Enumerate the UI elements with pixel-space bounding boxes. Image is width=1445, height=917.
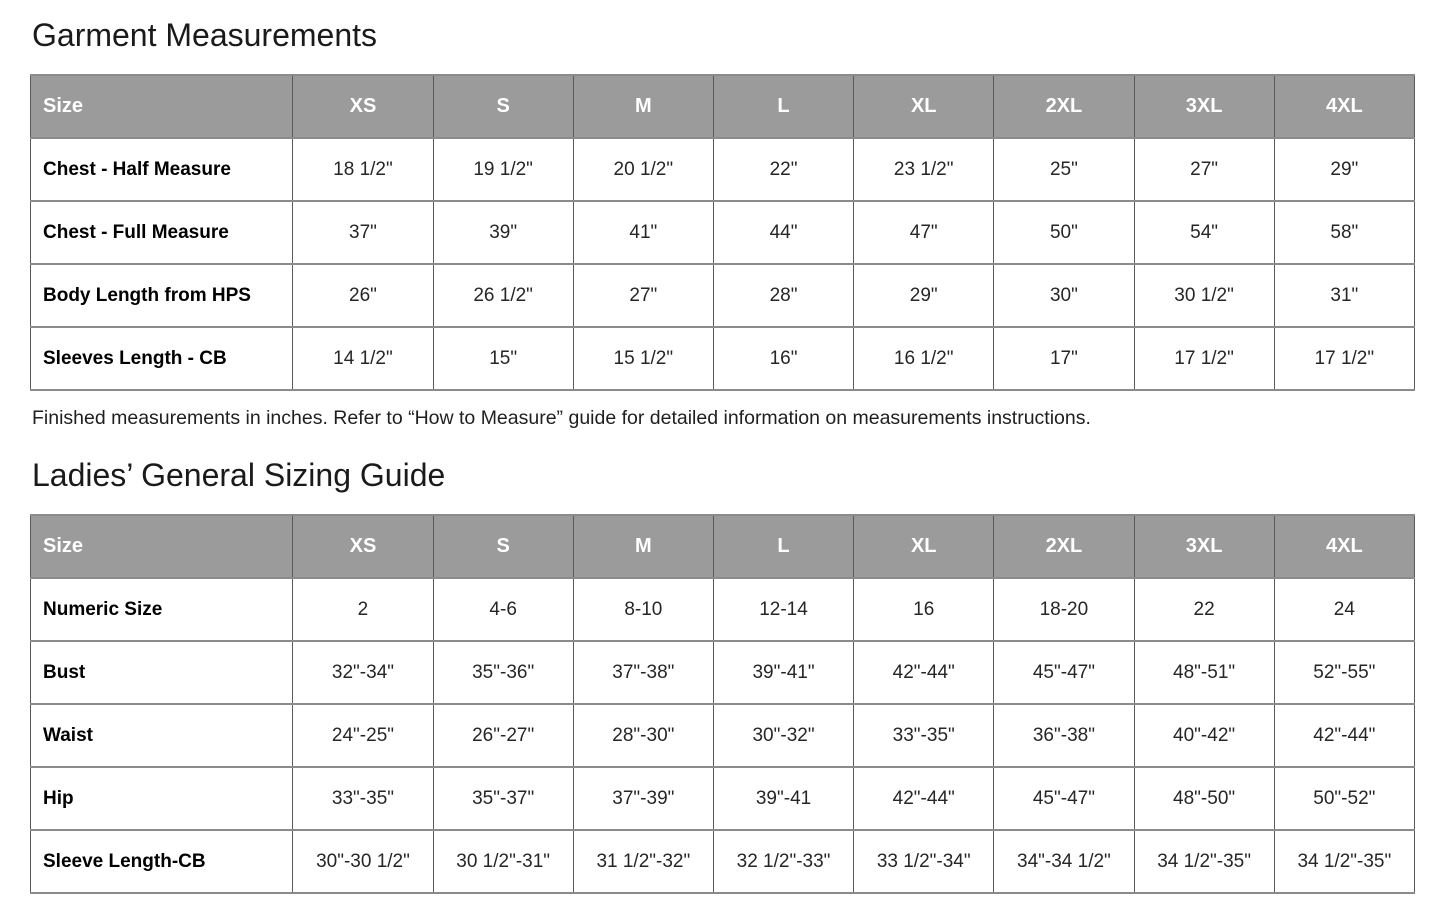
row-label: Hip: [31, 767, 293, 830]
table-row: [31, 578, 1415, 641]
column-header-l: L: [713, 75, 853, 138]
table-cell: 58": [1274, 201, 1414, 264]
garment-table-header: [31, 75, 1415, 138]
table-cell: 32 1/2"-33": [713, 830, 853, 893]
column-header-3xl: 3XL: [1134, 75, 1274, 138]
column-header-xs: XS: [293, 515, 433, 578]
table-cell: 42"-44": [854, 767, 994, 830]
table-cell: 30 1/2": [1134, 264, 1274, 327]
table-cell: 2: [293, 578, 433, 641]
table-cell: 20 1/2": [573, 138, 713, 201]
table-cell: 39"-41": [713, 641, 853, 704]
garment-measurements-title: Garment Measurements: [32, 17, 378, 53]
table-cell: 34 1/2"-35": [1274, 830, 1414, 893]
table-cell: 47": [854, 201, 994, 264]
table-cell: 12-14: [713, 578, 853, 641]
row-label: Sleeves Length - CB: [31, 327, 293, 390]
table-cell: 22": [713, 138, 853, 201]
table-cell: 29": [1274, 138, 1414, 201]
row-label: Numeric Size: [31, 578, 293, 641]
table-cell: 27": [573, 264, 713, 327]
table-cell: 45"-47": [994, 767, 1134, 830]
column-header-2xl: 2XL: [994, 75, 1134, 138]
ladies-table-body: [31, 578, 1415, 893]
table-cell: 44": [713, 201, 853, 264]
table-cell: 8-10: [573, 578, 713, 641]
column-header-s: S: [433, 75, 573, 138]
table-cell: 33 1/2"-34": [854, 830, 994, 893]
column-header-size: Size: [31, 75, 293, 138]
ladies-table-header: [31, 515, 1415, 578]
table-cell: 33"-35": [854, 704, 994, 767]
column-header-m: M: [573, 515, 713, 578]
table-cell: 23 1/2": [854, 138, 994, 201]
table-cell: 24: [1274, 578, 1414, 641]
table-cell: 33"-35": [293, 767, 433, 830]
table-cell: 16": [713, 327, 853, 390]
table-cell: 17": [994, 327, 1134, 390]
table-cell: 34"-34 1/2": [994, 830, 1134, 893]
row-label: Body Length from HPS: [31, 264, 293, 327]
table-cell: 26"-27": [433, 704, 573, 767]
table-cell: 35"-36": [433, 641, 573, 704]
row-label: Bust: [31, 641, 293, 704]
table-cell: 50": [994, 201, 1134, 264]
ladies-sizing-guide-title: Ladies’ General Sizing Guide: [32, 457, 446, 493]
table-cell: 15": [433, 327, 573, 390]
table-cell: 30 1/2"-31": [433, 830, 573, 893]
table-cell: 36"-38": [994, 704, 1134, 767]
table-cell: 42"-44": [854, 641, 994, 704]
column-header-size: Size: [31, 515, 293, 578]
column-header-l: L: [713, 515, 853, 578]
column-header-xs: XS: [293, 75, 433, 138]
table-cell: 30": [994, 264, 1134, 327]
table-cell: 32"-34": [293, 641, 433, 704]
table-cell: 16: [854, 578, 994, 641]
table-cell: 37"-39": [573, 767, 713, 830]
table-row: [31, 704, 1415, 767]
table-cell: 4-6: [433, 578, 573, 641]
table-cell: 18 1/2": [293, 138, 433, 201]
table-cell: 14 1/2": [293, 327, 433, 390]
table-cell: 16 1/2": [854, 327, 994, 390]
table-cell: 35"-37": [433, 767, 573, 830]
table-cell: 39": [433, 201, 573, 264]
table-cell: 17 1/2": [1274, 327, 1414, 390]
table-cell: 37"-38": [573, 641, 713, 704]
table-cell: 40"-42": [1134, 704, 1274, 767]
table-cell: 50"-52": [1274, 767, 1414, 830]
table-row: [31, 327, 1415, 390]
table-cell: 52"-55": [1274, 641, 1414, 704]
table-cell: 30"-32": [713, 704, 853, 767]
ladies-sizing-guide-table: [30, 514, 1415, 894]
column-header-4xl: 4XL: [1274, 75, 1414, 138]
table-cell: 22: [1134, 578, 1274, 641]
table-cell: 17 1/2": [1134, 327, 1274, 390]
column-header-s: S: [433, 515, 573, 578]
table-cell: 15 1/2": [573, 327, 713, 390]
table-cell: 29": [854, 264, 994, 327]
table-cell: 42"-44": [1274, 704, 1414, 767]
measurements-footnote: Finished measurements in inches. Refer to “How to Measure” guide for detailed information on measurements instructions.: [32, 407, 1091, 429]
table-cell: 41": [573, 201, 713, 264]
table-cell: 39"-41: [713, 767, 853, 830]
column-header-xl: XL: [854, 515, 994, 578]
table-cell: 48"-50": [1134, 767, 1274, 830]
column-header-m: M: [573, 75, 713, 138]
header-row: [31, 515, 1415, 578]
table-cell: 25": [994, 138, 1134, 201]
column-header-xl: XL: [854, 75, 994, 138]
table-row: [31, 830, 1415, 893]
table-cell: 34 1/2"-35": [1134, 830, 1274, 893]
table-cell: 18-20: [994, 578, 1134, 641]
table-cell: 31 1/2"-32": [573, 830, 713, 893]
column-header-3xl: 3XL: [1134, 515, 1274, 578]
table-cell: 19 1/2": [433, 138, 573, 201]
table-cell: 37": [293, 201, 433, 264]
table-cell: 26": [293, 264, 433, 327]
row-label: Sleeve Length-CB: [31, 830, 293, 893]
table-cell: 48"-51": [1134, 641, 1274, 704]
garment-table-body: [31, 138, 1415, 390]
row-label: Chest - Half Measure: [31, 138, 293, 201]
table-row: [31, 767, 1415, 830]
table-cell: 31": [1274, 264, 1414, 327]
table-cell: 27": [1134, 138, 1274, 201]
row-label: Chest - Full Measure: [31, 201, 293, 264]
row-label: Waist: [31, 704, 293, 767]
table-cell: 30"-30 1/2": [293, 830, 433, 893]
column-header-4xl: 4XL: [1274, 515, 1414, 578]
table-row: [31, 264, 1415, 327]
header-row: [31, 75, 1415, 138]
table-cell: 45"-47": [994, 641, 1134, 704]
table-cell: 24"-25": [293, 704, 433, 767]
table-cell: 26 1/2": [433, 264, 573, 327]
table-row: [31, 201, 1415, 264]
table-row: [31, 641, 1415, 704]
table-cell: 54": [1134, 201, 1274, 264]
table-row: [31, 138, 1415, 201]
table-cell: 28": [713, 264, 853, 327]
garment-measurements-table: [30, 74, 1415, 391]
column-header-2xl: 2XL: [994, 515, 1134, 578]
table-cell: 28"-30": [573, 704, 713, 767]
